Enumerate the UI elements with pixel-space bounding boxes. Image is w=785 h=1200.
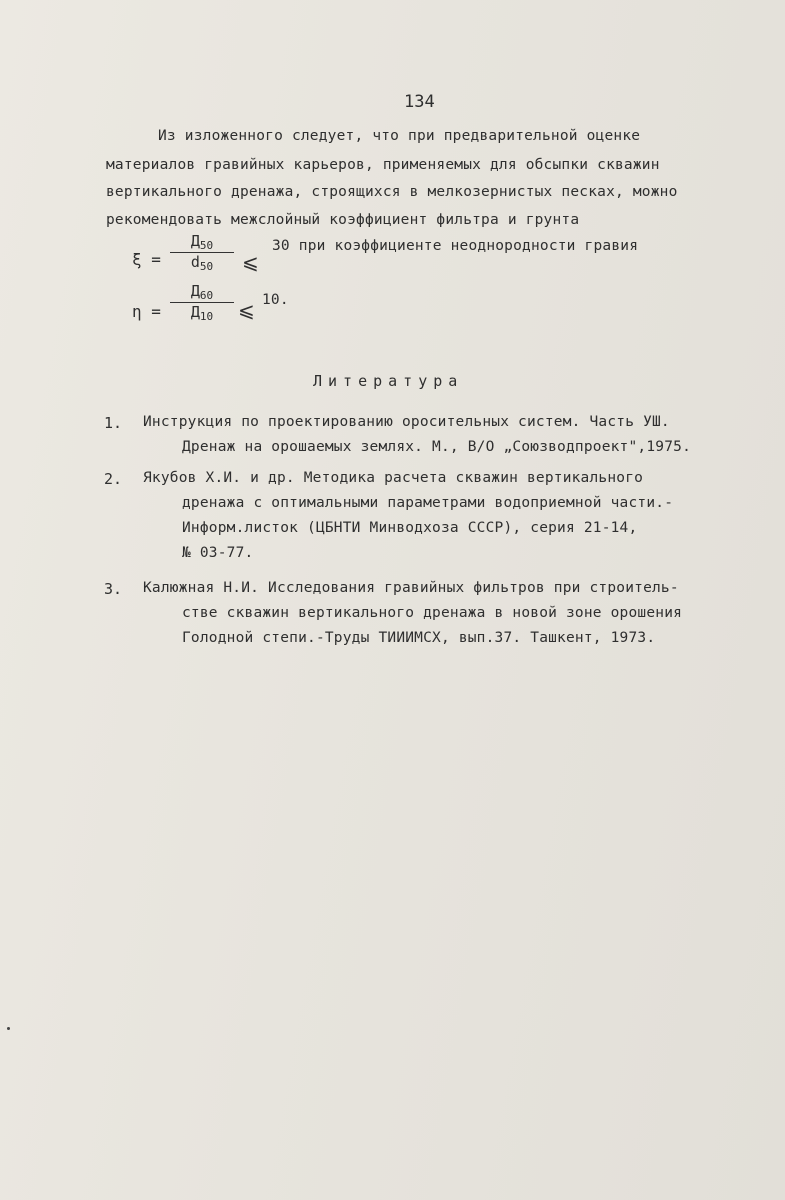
reference-3-line-3: Голодной степи.-Труды ТИИИМСХ, вып.37. Ташкент, 1973. [182,630,656,646]
formula-2-symbol: η = [132,302,161,321]
reference-1-line-2: Дренаж на орошаемых землях. М., В/О „Союзводпроект",1975. [182,439,691,455]
reference-3-number: 3. [104,580,123,598]
formula-2-fraction [170,282,234,323]
margin-mark [7,1027,10,1030]
formula-1-numerator: $Д_{50}$ [190,232,214,252]
paragraph-line-1: Из изложенного следует, что при предварительной оценке [158,128,641,144]
formula-2-denominator: $Д_{10}$ [190,303,214,323]
formula-1-tail: 30 при коэффициенте неоднородности гравия [272,238,639,254]
reference-2-line-2: дренажа с оптимальными параметрами водоприемной части.- [182,495,674,511]
formula-2-tail: 10. [262,292,289,308]
reference-2-number: 2. [104,470,123,488]
formula-1-relation: ⩽ [242,250,259,274]
paragraph-line-3: вертикального дренажа, строящихся в мелкозернистых песках, можно [106,184,678,200]
reference-2-line-4: № 03-77. [182,545,254,561]
reference-3-line-2: стве скважин вертикального дренажа в новой зоне орошения [182,605,683,621]
formula-1-denominator: $d_{50}$ [190,253,214,273]
reference-2-line-3: Информ.листок (ЦБНТИ Минводхоза СССР), серия 21-14, [182,520,638,536]
page-number: 134 [404,92,435,112]
formula-1-fraction [170,232,234,273]
reference-3-line-1: Калюжная Н.И. Исследования гравийных фильтров при строитель- [143,580,679,596]
formula-2-relation: ⩽ [238,298,255,322]
reference-1-number: 1. [104,414,123,432]
paragraph-line-2: материалов гравийных карьеров, применяемых для обсыпки скважин [106,157,660,173]
references-heading: Литература [313,372,464,390]
paragraph-line-4: рекомендовать межслойный коэффициент фильтра и грунта [106,212,580,228]
formula-1-symbol: ξ = [132,250,161,269]
formula-2-numerator: $Д_{60}$ [190,282,214,302]
reference-1-line-1: Инструкция по проектированию оросительных систем. Часть УШ. [143,414,670,430]
reference-2-line-1: Якубов Х.И. и др. Методика расчета скважин вертикального [143,470,644,486]
